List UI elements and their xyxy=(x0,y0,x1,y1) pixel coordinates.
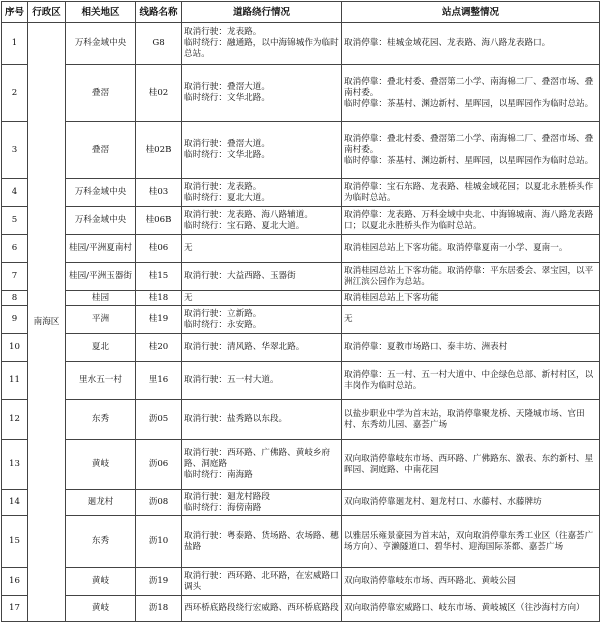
row-area: 万科金域中央 xyxy=(66,207,136,235)
row-line: 桂06 xyxy=(136,235,182,263)
row-serial: 1 xyxy=(2,23,28,65)
row-area: 桂园/平洲玉器街 xyxy=(66,263,136,291)
row-stop: 取消停靠：五一村、五一村大道中、中企绿色总部、新村村区，以丰岗作为临时总站。 xyxy=(342,362,600,400)
header-district: 行政区 xyxy=(28,2,66,23)
row-road: 取消行驶：廻龙村路段 临时绕行：海傍南路 xyxy=(182,490,342,516)
table-row xyxy=(2,207,600,235)
table-row xyxy=(2,362,600,400)
row-road: 无 xyxy=(182,291,342,306)
row-area: 叠滘 xyxy=(66,122,136,179)
row-line: 沥05 xyxy=(136,400,182,440)
row-road: 取消行驶：立新路。 临时绕行：永安路。 xyxy=(182,306,342,334)
header-serial: 序号 xyxy=(2,2,28,23)
table-row xyxy=(2,306,600,334)
row-serial: 12 xyxy=(2,400,28,440)
row-road: 西环桥底路段绕行宏威路、西环桥底路段 xyxy=(182,596,342,622)
row-line: 桂06B xyxy=(136,207,182,235)
table-row xyxy=(2,122,600,179)
row-stop: 无 xyxy=(342,306,600,334)
row-stop: 取消桂园总站上下客功能。取消停靠：平东居委会、翠宝园，以平洲江滨公园作为总站。 xyxy=(342,263,600,291)
table-row xyxy=(2,179,600,207)
row-road: 无 xyxy=(182,235,342,263)
row-line: G8 xyxy=(136,23,182,65)
header-line: 线路名称 xyxy=(136,2,182,23)
table-row xyxy=(2,235,600,263)
row-road: 取消行驶：五一村大道。 xyxy=(182,362,342,400)
row-stop: 双向取消停靠宏威路口、岐东市场、黄岐城区（往沙海村方向） xyxy=(342,596,600,622)
table-row xyxy=(2,440,600,490)
row-stop: 取消停靠：桂城金域花园、龙表路、海八路龙表路口。 xyxy=(342,23,600,65)
row-stop: 双向取消停靠廻龙村、廻龙村口、水藤村、水藤牌坊 xyxy=(342,490,600,516)
row-road: 取消行驶：大益西路、玉器街 xyxy=(182,263,342,291)
row-stop: 取消桂园总站上下客功能 xyxy=(342,291,600,306)
row-serial: 7 xyxy=(2,263,28,291)
row-serial: 4 xyxy=(2,179,28,207)
row-road: 取消行驶：清风路、华翠北路。 xyxy=(182,334,342,362)
row-area: 东秀 xyxy=(66,516,136,568)
row-stop: 以盐步职业中学为首末站，取消停靠聚龙桥、天隆城市场、官田村、东秀幼儿园、嘉荟广场 xyxy=(342,400,600,440)
row-area: 里水五一村 xyxy=(66,362,136,400)
table-row xyxy=(2,23,600,65)
table-row xyxy=(2,490,600,516)
table-header-row xyxy=(2,2,600,23)
row-road: 取消行驶：西环路、北环路，在宏威路口调头 xyxy=(182,568,342,596)
table-row xyxy=(2,263,600,291)
row-serial: 14 xyxy=(2,490,28,516)
row-road: 取消行驶：西环路、广佛路、黄岐乡府路、洞庭路 临时绕行：南海路 xyxy=(182,440,342,490)
row-line: 桂15 xyxy=(136,263,182,291)
row-area: 万科金域中央 xyxy=(66,23,136,65)
row-area: 黄岐 xyxy=(66,596,136,622)
header-stop-adjustment: 站点调整情况 xyxy=(342,2,600,23)
row-stop: 取消桂园总站上下客功能。取消停靠夏南一小学、夏南一。 xyxy=(342,235,600,263)
row-road: 取消行驶：龙表路。 临时绕行：夏北大道。 xyxy=(182,179,342,207)
table-row xyxy=(2,65,600,122)
row-serial: 3 xyxy=(2,122,28,179)
row-stop: 取消停靠：叠北村委、叠滘第二小学、南海棉二厂、叠滘市场、叠南村委。 临时停靠：茶基村、渊边新村、星晖园，以星晖园作为临时总站。 xyxy=(342,122,600,179)
row-line: 沥18 xyxy=(136,596,182,622)
row-serial: 9 xyxy=(2,306,28,334)
table-row xyxy=(2,400,600,440)
table-row xyxy=(2,596,600,622)
row-road: 取消行驶：粤泰路、货场路、农场路、穗盐路 xyxy=(182,516,342,568)
row-serial: 6 xyxy=(2,235,28,263)
row-road: 取消行驶：龙表路。 临时绕行：融通路，以中海锦城作为临时总站。 xyxy=(182,23,342,65)
row-area: 叠滘 xyxy=(66,65,136,122)
table-row xyxy=(2,516,600,568)
table-row xyxy=(2,291,600,306)
row-stop: 双向取消停靠岐东市场、西环路、广佛路东、激表、东约新村、星晖园、洞庭路、中南花园 xyxy=(342,440,600,490)
row-serial: 5 xyxy=(2,207,28,235)
row-area: 黄岐 xyxy=(66,568,136,596)
row-area: 平洲 xyxy=(66,306,136,334)
row-serial: 2 xyxy=(2,65,28,122)
row-stop: 取消停靠：龙表路、万科金域中央北、中海锦城南、海八路龙表路口；以夏北永胜桥头作为临时总站。 xyxy=(342,207,600,235)
row-serial: 10 xyxy=(2,334,28,362)
header-road-detour: 道路绕行情况 xyxy=(182,2,342,23)
row-line: 里16 xyxy=(136,362,182,400)
row-area: 桂园/平洲夏南村 xyxy=(66,235,136,263)
row-line: 桂18 xyxy=(136,291,182,306)
route-adjustment-table xyxy=(1,1,600,622)
row-area: 夏北 xyxy=(66,334,136,362)
row-line: 沥06 xyxy=(136,440,182,490)
table-row xyxy=(2,334,600,362)
row-serial: 13 xyxy=(2,440,28,490)
row-stop: 取消停靠：叠北村委、叠滘第二小学、南海棉二厂、叠滘市场、叠南村委。 临时停靠：茶基村、渊边新村、星晖园，以星晖园作为临时总站。 xyxy=(342,65,600,122)
row-serial: 16 xyxy=(2,568,28,596)
row-line: 沥10 xyxy=(136,516,182,568)
table-row xyxy=(2,568,600,596)
row-area: 万科金域中央 xyxy=(66,179,136,207)
row-road: 取消行驶：叠滘大道。 临时绕行：文华北路。 xyxy=(182,122,342,179)
row-line: 沥08 xyxy=(136,490,182,516)
row-line: 桂02B xyxy=(136,122,182,179)
row-stop: 取消停靠：夏教市场路口、泰丰坊、洲表村 xyxy=(342,334,600,362)
row-stop: 取消停靠：宝石东路、龙表路、桂城金域花园；以夏北永胜桥头作为临时总站。 xyxy=(342,179,600,207)
row-line: 桂19 xyxy=(136,306,182,334)
row-line: 桂03 xyxy=(136,179,182,207)
row-line: 沥19 xyxy=(136,568,182,596)
row-stop: 双向取消停靠岐东市场、西环路北、黄岐公园 xyxy=(342,568,600,596)
district-cell: 南海区 xyxy=(28,23,66,622)
row-area: 东秀 xyxy=(66,400,136,440)
row-line: 桂20 xyxy=(136,334,182,362)
row-area: 廻龙村 xyxy=(66,490,136,516)
row-road: 取消行驶：盐秀路以东段。 xyxy=(182,400,342,440)
row-line: 桂02 xyxy=(136,65,182,122)
row-serial: 17 xyxy=(2,596,28,622)
row-serial: 15 xyxy=(2,516,28,568)
row-serial: 8 xyxy=(2,291,28,306)
row-road: 取消行驶：叠滘大道。 临时绕行：文华北路。 xyxy=(182,65,342,122)
row-stop: 以雅居乐雍景豪园为首末站，双向取消停靠东秀工业区（往嘉荟广场方向）、亨濑隧道口、碧华村、迎海国际茶都、嘉荟广场 xyxy=(342,516,600,568)
row-serial: 11 xyxy=(2,362,28,400)
row-area: 黄岐 xyxy=(66,440,136,490)
header-area: 相关地区 xyxy=(66,2,136,23)
row-area: 桂园 xyxy=(66,291,136,306)
row-road: 取消行驶：龙表路、海八路辅道。 临时绕行：宝石路、夏北大道。 xyxy=(182,207,342,235)
